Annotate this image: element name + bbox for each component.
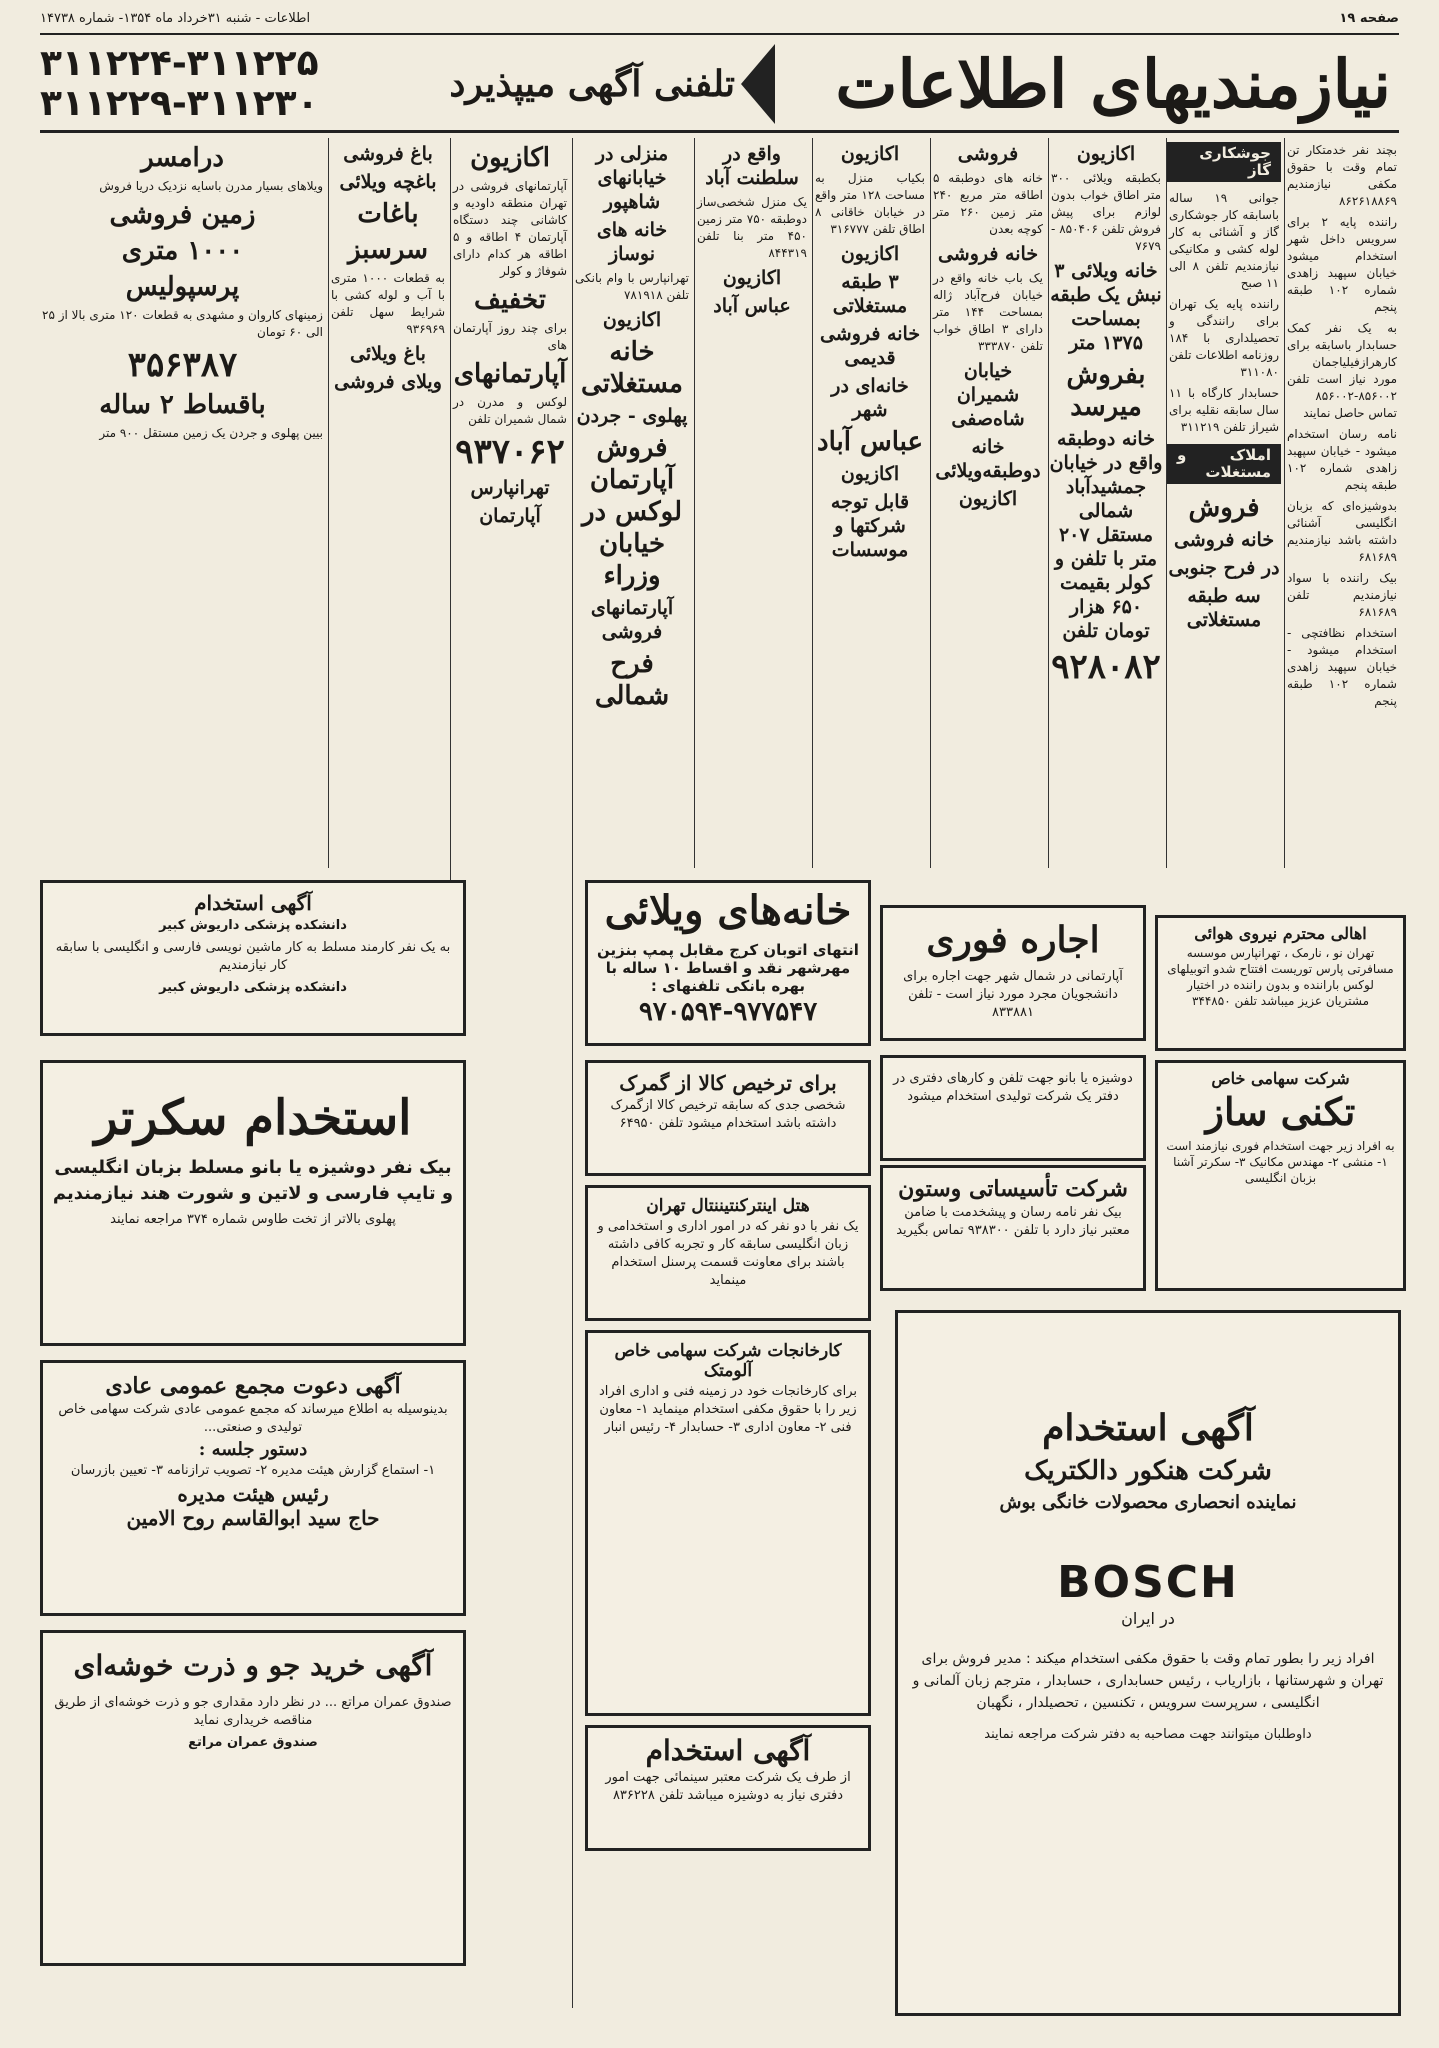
ad-box-daneshkadeh xyxy=(40,880,466,1036)
classified-ad: لوکس و مدرن در شمال شمیران تلفن xyxy=(453,395,567,426)
classified-ad: بدوشیزه‌ای که بزبان انگلیسی آشنائی داشته باشد نیازمندیم ۶۸۱۶۸۹ xyxy=(1287,499,1397,564)
classified-ad: زمینهای کاروان و مشهدی به قطعات ۱۲۰ متری بالا از ۲۵ الی ۶۰ تومان xyxy=(42,308,323,339)
masthead-phones xyxy=(40,44,319,124)
box-title: استخدام سکرتر xyxy=(94,1090,412,1146)
box-phones: ۹۷۰۵۹۴-۹۷۷۵۴۷ xyxy=(638,997,818,1027)
classified-ad: استخدام نظافتچی - استخدام میشود - خیابان سپهبد زاهدی شماره ۱۰۲ طبقه پنجم xyxy=(1287,626,1397,708)
box-body: بیک نفر نامه رسان و پیشخدمت با ضامن معتبر نیاز دارد با تلفن ۹۳۸۳۰۰ تماس بگیرید xyxy=(896,1205,1130,1238)
phone-number: ۳۵۶۳۸۷ xyxy=(127,345,238,385)
top-rule xyxy=(40,33,1399,35)
box-name: حاج سید ابوالقاسم روح الامین xyxy=(126,1506,380,1530)
box-title: آگهی دعوت مجمع عمومی عادی xyxy=(105,1373,401,1399)
ad-heading: فروش آپارتمان لوکس در خیابان وزراء xyxy=(581,433,683,591)
box-title: شرکت سهامی خاص xyxy=(1211,1069,1350,1088)
ad-box-secretary xyxy=(40,1060,466,1346)
ad-heading: باقساط ۲ ساله xyxy=(99,390,266,420)
ad-box-majma xyxy=(40,1360,466,1616)
classified-ad: تهرانپارس با وام بانکی تلفن ۷۸۱۹۱۸ xyxy=(575,271,689,302)
box-footer: دانشکده پزشکی داریوش کبیر xyxy=(159,980,347,995)
ad-box-teknisaz xyxy=(1155,1060,1406,1291)
box-country: در ایران xyxy=(1121,1609,1175,1628)
ad-heading: خانه های نوساز xyxy=(596,219,668,265)
box-company: شرکت هنکور دالکتریک xyxy=(1024,1456,1272,1486)
box-title: برای ترخیص کالا از گمرک xyxy=(619,1071,837,1095)
ad-box-ejare xyxy=(880,905,1146,1041)
classified-ad: به قطعات ۱۰۰۰ متری با آب و لوله کشی با شرایط سهل تلفن ۹۳۶۹۶۹ xyxy=(331,271,445,336)
ad-heading: واقع در سلطنت آباد xyxy=(705,143,799,189)
box-body: شخصی جدی که سابقه ترخیص کالا ازگمرک داشته باشد استخدام میشود تلفن ۶۴۹۵۰ xyxy=(610,1098,846,1131)
box-title: کارخانجات شرکت سهامی خاص آلومتک xyxy=(614,1341,842,1381)
box-body: آپارتمانی در شمال شهر جهت اجاره برای دانشجویان مجرد مورد نیاز است - تلفن ۸۳۳۸۸۱ xyxy=(903,969,1123,1020)
box-footer: پهلوی بالاتر از تخت طاوس شماره ۳۷۴ مراجعه نمایند xyxy=(110,1212,396,1227)
ad-box-westo xyxy=(880,1165,1146,1291)
ad-heading: خانه فروشی xyxy=(937,243,1039,265)
box-body: صندوق عمران مراتع ... در نظر دارد مقداری جو و ذرت خوشه‌ای از طریق مناقصه خریداری نماید xyxy=(54,1695,452,1728)
page-label: صفحه ۱۹ xyxy=(1339,10,1399,26)
ad-heading: ویلای فروشی xyxy=(334,371,442,393)
column-4 xyxy=(930,138,1045,868)
ad-heading: خانه دوطبقه واقع در خیابان جمشیدآباد شمالی مستقل ۲۰۷ متر با تلفن و کولر بقیمت ۶۵۰ هزار تومان تلفن xyxy=(1049,428,1163,642)
ad-heading: فروش xyxy=(1188,493,1260,523)
classified-ad: یک باب خانه واقع در خیابان فرح‌آباد ژاله بمساحت ۱۴۴ متر دارای ۳ اطاق خواب تلفن ۳۳۳۸۷۰ xyxy=(933,271,1044,353)
ad-heading: آپارتمانهای xyxy=(453,359,567,389)
classified-ad: بچند نفر خدمتکار تن تمام وقت با حقوق مکفی نیازمندیم ۸۶۲۶۱۸۸۶۹ xyxy=(1287,143,1397,208)
ad-heading: اکازیون xyxy=(840,143,900,165)
ad-heading: خانه ویلائی ۳ نبش یک طبقه بمساحت ۱۳۷۵ متر xyxy=(1050,260,1162,354)
phone-number: ۹۲۸۰۸۲ xyxy=(1051,647,1161,687)
ad-heading: قابل توجه شرکتها و موسسات xyxy=(830,491,910,561)
box-body: یک نفر با دو نفر که در امور اداری و استخدامی و زبان انگلیسی سابقه کار و تجربه کافی داشته باشند برای معاونت قسمت پرسنل استخدام مینماید xyxy=(597,1219,859,1288)
ad-heading: پرسپولیس xyxy=(125,272,240,302)
ad-box-hotel xyxy=(585,1185,871,1321)
ad-heading: درامسر xyxy=(141,143,224,173)
classified-ad: حسابدار کارگاه با ۱۱ سال سابقه نقلیه برای شیراز تلفن ۳۱۱۲۱۹ xyxy=(1169,386,1279,434)
box-body: برای کارخانجات خود در زمینه فنی و اداری افراد زیر را با حقوق مکفی استخدام مینماید ۱- معاون فنی ۲- معاون اداری ۳- حسابدار ۴- رئیس انبار xyxy=(598,1384,858,1435)
box-body: دوشیزه یا بانو جهت تلفن و کارهای دفتری در دفتر یک شرکت تولیدی استخدام میشود xyxy=(893,1071,1133,1104)
section-tag: املاک و مستغلات xyxy=(1167,444,1281,484)
box-desc: نماینده انحصاری محصولات خانگی بوش xyxy=(999,1492,1297,1513)
classified-ad: نامه رسان استخدام میشود - خیابان سپهبد زاهدی شماره ۱۰۲ طبقه پنجم xyxy=(1287,427,1397,492)
ad-heading: عباس آباد xyxy=(713,295,791,317)
masthead xyxy=(40,38,1399,133)
classified-ad: بیین پهلوی و جردن یک زمین مستقل ۹۰۰ متر xyxy=(99,426,323,440)
box-title: آگهی خرید جو و ذرت خوشه‌ای xyxy=(73,1649,433,1682)
box-footer: صندوق عمران مراتع xyxy=(188,1735,318,1750)
box-title: آگهی استخدام xyxy=(194,891,312,915)
ad-heading: در فرح جنوبی xyxy=(1168,557,1280,579)
column-3 xyxy=(1048,138,1163,868)
box-company: تکنی ساز xyxy=(1205,1089,1356,1134)
ad-heading: اکازیون xyxy=(1076,143,1136,165)
masthead-subtitle: تلفنی آگهی میپذیرد xyxy=(449,63,735,105)
box-title: آگهی استخدام xyxy=(1042,1407,1254,1449)
ad-heading: باغات xyxy=(357,199,419,229)
box-body: تهران نو ، نارمک ، تهرانپارس موسسه مسافرتی پارس توریست افتتاح شدو اتوبیلهای لوکس باراننده و بدون راننده در اختیار مشتریان عزیز میباشد تلفن ۳۴۴۸۵۰ xyxy=(1167,946,1394,1008)
ad-box-office xyxy=(880,1055,1146,1161)
ad-heading: آپارتمانهای فروشی xyxy=(590,597,674,643)
phone-number: ۹۳۷۰۶۲ xyxy=(455,432,565,472)
ad-heading: اکازیون xyxy=(470,143,550,173)
classified-ad: جوانی ۱۹ ساله باسابقه کار جوشکاری گاز و آشنائی به کار لوله کشی و مکانیکی نیازمندیم تلفن ۸ الی ۱۱ صبح xyxy=(1169,191,1279,290)
ad-heading: خانه مستغلاتی xyxy=(581,337,683,399)
box-title: هتل اینترکنتیننتال تهران xyxy=(646,1196,810,1216)
ad-box-cinema xyxy=(585,1725,871,1851)
ad-heading: اکازیون xyxy=(840,463,900,485)
classified-ad: بکطبقه ویلائی ۳۰۰ متر اطاق خواب بدون لوازم برای پیش فروش تلفن ۸۵۰۴۰۶ - ۷۶۷۹ xyxy=(1051,171,1161,253)
ad-heading: منزلی در خیابانهای شاهپور xyxy=(595,143,669,213)
ad-heading: سه طبقه مستغلاتی xyxy=(1186,585,1262,631)
arrow-icon xyxy=(741,44,775,124)
column-2 xyxy=(1166,138,1281,868)
ad-heading: اکازیون xyxy=(602,309,662,331)
box-title: آگهی استخدام xyxy=(645,1734,811,1767)
ad-heading: ۱۰۰۰ متری xyxy=(121,236,244,266)
ad-heading: باغ ویلائی xyxy=(350,343,426,365)
ad-heading: فروشی xyxy=(957,143,1019,165)
classified-ad: بیک راننده با سواد نیازمندیم تلفن ۶۸۱۶۸۹ xyxy=(1287,571,1397,619)
box-title: اهالی محترم نیروی هوائی xyxy=(1194,924,1367,943)
issue-line: اطلاعات - شنبه ۳۱خرداد ماه ۱۳۵۴- شماره ۱۴۷۳۸ xyxy=(40,10,311,26)
column-9 xyxy=(328,138,447,868)
box-agenda: ۱- استماع گزارش هیئت مدیره ۲- تصویب ترازنامه ۳- تعیین بازرسان xyxy=(70,1463,436,1478)
classified-ad: خانه های دوطبقه ۵ اطاقه متر مربع ۲۴۰ متر زمین ۲۶۰ متر کوچه بعدن xyxy=(933,171,1044,236)
column-6 xyxy=(694,138,809,868)
ad-heading: تهرانپارس xyxy=(470,477,550,499)
box-body: به یک نفر کارمند مسلط به کار ماشین نویسی فارسی و انگلیسی با سابقه کار نیازمندیم xyxy=(55,940,451,973)
box-subtitle: دانشکده پزشکی داریوش کبیر xyxy=(159,918,347,933)
box-agenda-title: دستور جلسه : xyxy=(198,1439,308,1460)
box-title: خانه‌های ویلائی xyxy=(604,887,852,934)
classified-ad: برای چند روز آپارتمان های xyxy=(453,321,567,352)
box-body: به افراد زیر جهت استخدام فوری نیازمند است ۱- منشی ۲- مهندس مکانیک ۳- سکرتر آشنا بزبان انگلیسی xyxy=(1166,1139,1395,1185)
phones-line-2: ۳۱۱۲۲۹-۳۱۱۲۳۰ xyxy=(40,83,319,124)
classified-ad: راننده پایه ۲ برای سرویس داخل شهر استخدام میشود خیابان سپهبد زاهدی شماره ۱۰۲ طبقه پنجم xyxy=(1287,215,1397,314)
ad-heading: عباس آباد xyxy=(816,427,924,457)
box-body: افراد زیر را بطور تمام وقت با حقوق مکفی استخدام میکند : مدیر فروش برای تهران و شهرستانها ، بازاریاب ، رئیس حسابداری ، حسابدار ، مترجم زبان آلمانی و انگلیسی ، سرپرست سرویس ، تکنسین ، تحصیلدار ، نگهبان xyxy=(912,1651,1384,1711)
classified-ad: آپارتمانهای فروشی در تهران منطقه داودیه و کاشانی چند دستگاه آپارتمان ۴ اطاقه و ۵ اطاقه هر کدام دارای شوفاژ و کولر xyxy=(453,179,568,278)
masthead-title: نیازمندیهای اطلاعات xyxy=(835,45,1391,123)
classified-ad: بکیاب منزل به مساحت ۱۲۸ متر واقع در خیابان خاقانی ۸ اطاق تلفن ۳۱۶۷۷۷ xyxy=(815,171,925,236)
ad-box-kharid xyxy=(40,1630,466,1966)
box-signature: رئیس هیئت مدیره xyxy=(177,1482,329,1506)
classified-ad: یک منزل شخصی‌ساز دوطبقه ۷۵۰ متر زمین ۴۵۰ متر بنا تلفن ۸۴۴۳۱۹ xyxy=(697,195,807,260)
ad-heading: خانه دوطبقه‌ویلائی xyxy=(935,436,1041,482)
ad-heading: اکازیون xyxy=(958,488,1018,510)
ad-heading: پهلوی - جردن xyxy=(576,405,688,427)
ad-box-tarkhis xyxy=(585,1060,871,1176)
top-bar xyxy=(40,6,1399,30)
ad-heading: ۳ طبقه مستغلاتی xyxy=(832,271,908,317)
ad-heading: خانه‌ای در شهر xyxy=(831,375,909,421)
bosch-logo: BOSCH xyxy=(1057,1557,1239,1608)
column-5 xyxy=(812,138,927,868)
box-title: اجاره فوری xyxy=(926,919,1100,961)
ad-heading: خانه فروشی قدیمی xyxy=(819,323,921,369)
ad-box-villa xyxy=(585,880,871,1046)
ad-heading: باغ فروشی xyxy=(343,143,433,165)
classified-ad: به یک نفر کمک حسابدار باسابقه برای کارهرازفیلیاجمان مورد نیاز است تلفن ۸۵۶۰۰۲-۸۵۶۰۰۲ تماس حاصل نمایند xyxy=(1287,321,1397,420)
ad-heading: زمین فروشی xyxy=(109,200,256,230)
box-body: انتهای اتوبان کرج مقابل پمپ بنزین مهرشهر نقد و اقساط ۱۰ ساله با بهره بانکی تلفنهای : xyxy=(597,941,859,995)
classified-ad: راننده پایه یک تهران برای رانندگی و تحصیلداری با ۱۸۴ روزنامه اطلاعات تلفن ۳۱۱۰۸۰ xyxy=(1169,297,1279,379)
ad-heading: آپارتمان xyxy=(479,505,541,527)
column-10 xyxy=(40,138,325,868)
box-title: شرکت تأسیساتی وستون xyxy=(898,1176,1128,1202)
box-body: از طرف یک شرکت معتبر سینمائی جهت امور دفتری نیاز به دوشیزه میباشد تلفن ۸۳۶۲۲۸ xyxy=(605,1770,851,1803)
box-body: بدینوسیله به اطلاع میرساند که مجمع عمومی عادی شرکت سهامی خاص تولیدی و صنعتی... xyxy=(58,1402,448,1435)
box-footer: داوطلبان میتوانند جهت مصاحبه به دفتر شرکت مراجعه نمایند xyxy=(984,1727,1312,1742)
phones-line-1: ۳۱۱۲۲۴-۳۱۱۲۲۵ xyxy=(40,43,319,84)
ad-heading: باغچه ویلائی xyxy=(339,171,437,193)
column-1 xyxy=(1284,138,1399,868)
ad-heading: سرسبز xyxy=(347,235,429,265)
box-body: بیک نفر دوشیزه یا بانو مسلط بزبان انگلیسی و تایپ فارسی و لاتین و شورت هند نیازمندیم xyxy=(52,1157,454,1204)
ad-heading: اکازیون xyxy=(840,243,900,265)
ad-box-homa xyxy=(1155,915,1406,1051)
ad-heading: خانه فروشی xyxy=(1173,529,1275,551)
ad-box-aloomak xyxy=(585,1330,871,1716)
ad-box-bosch xyxy=(895,1310,1401,2016)
section-tag: جوشکاری گاز xyxy=(1167,142,1281,182)
ad-heading: بفروش میرسد xyxy=(1066,360,1146,422)
ad-heading: فرح شمالی xyxy=(594,649,670,711)
classified-ad: ویلاهای بسیار مدرن باسایه نزدیک دریا فروش xyxy=(99,179,323,193)
ad-heading: تخفیف xyxy=(474,285,546,315)
column-8 xyxy=(450,138,569,968)
ad-heading: خیابان شمیران شاه‌صفی xyxy=(951,360,1025,430)
ad-heading: اکازیون xyxy=(722,267,782,289)
